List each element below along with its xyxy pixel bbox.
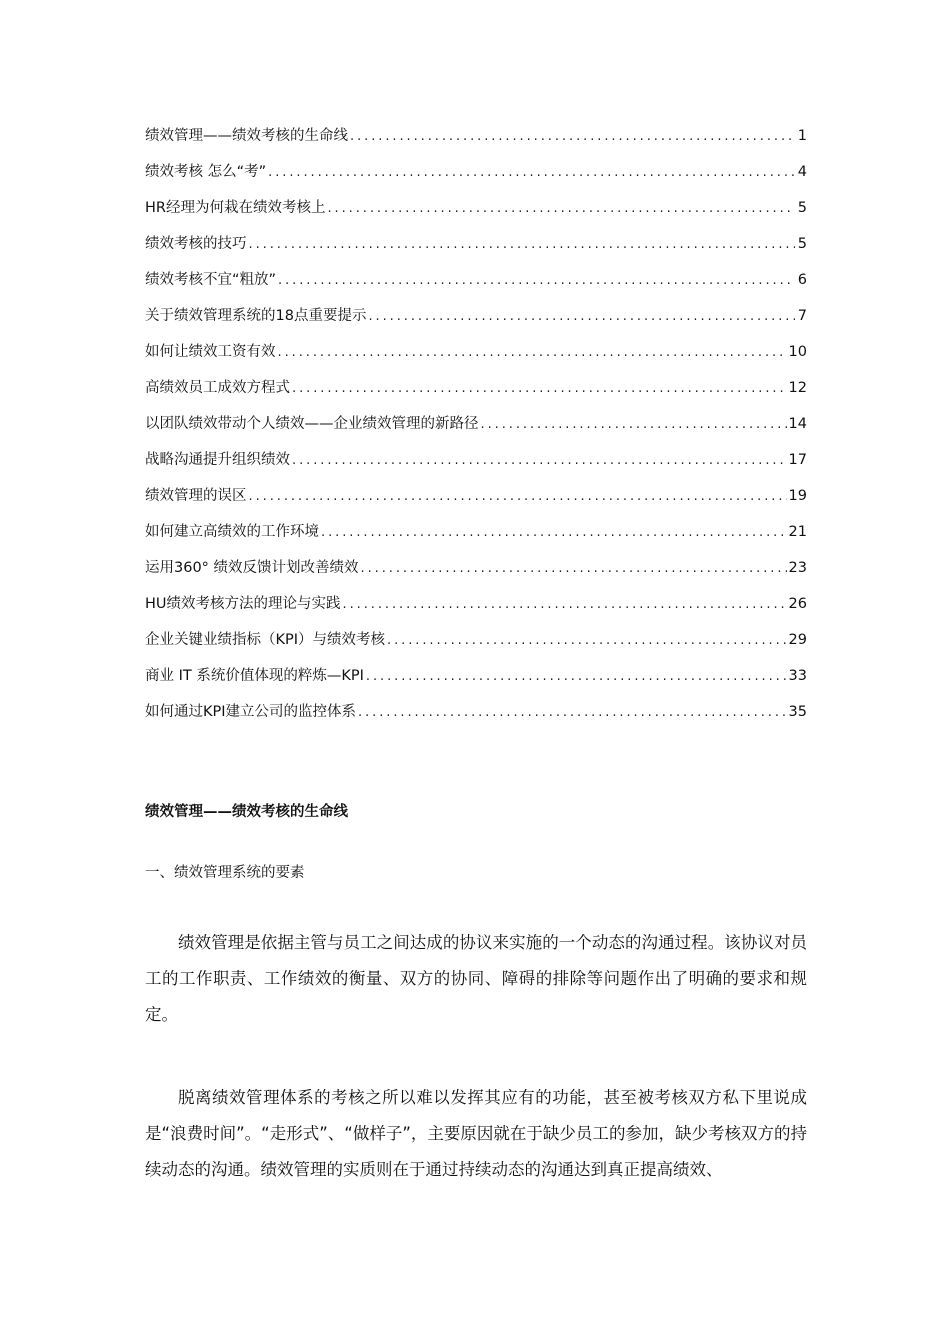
- toc-entry-page: 17: [788, 452, 807, 468]
- toc-entry[interactable]: [145, 698, 807, 734]
- toc-entry[interactable]: [145, 590, 807, 626]
- toc-entry-title: 如何通过KPI建立公司的监控体系: [145, 704, 357, 720]
- toc-entry-page: 33: [788, 668, 807, 684]
- toc-leader-dots: [481, 411, 787, 439]
- toc-entry[interactable]: [145, 338, 807, 374]
- toc-entry-title: 绩效考核不宜“粗放”: [145, 272, 277, 288]
- toc-entry-title: 高绩效员工成效方程式: [145, 380, 290, 396]
- toc-entry-title: 绩效考核的技巧: [145, 236, 247, 252]
- toc-entry[interactable]: [145, 230, 807, 266]
- toc-leader-dots: [292, 447, 787, 475]
- toc-entry-page: 5: [797, 200, 807, 216]
- toc-leader-dots: [249, 231, 796, 259]
- toc-entry[interactable]: [145, 122, 807, 158]
- toc-entry-page: 4: [797, 164, 807, 180]
- toc-entry-title: HR经理为何栽在绩效考核上: [145, 200, 326, 216]
- section-heading: 一、绩效管理系统的要素: [145, 865, 305, 881]
- toc-leader-dots: [278, 267, 795, 295]
- toc-entry-title: 以团队绩效带动个人绩效——企业绩效管理的新路径: [145, 416, 479, 432]
- body-paragraph: 绩效管理是依据主管与员工之间达成的协议来实施的一个动态的沟通过程。该协议对员工的工作职责、工作绩效的衡量、双方的协同、障碍的排除等问题作出了明确的要求和规定。: [145, 933, 807, 1024]
- toc-entry[interactable]: [145, 662, 807, 698]
- toc-entry[interactable]: [145, 266, 807, 302]
- toc-entry-page: 35: [788, 704, 807, 720]
- toc-leader-dots: [292, 375, 787, 403]
- toc-entry-title: 关于绩效管理系统的18点重要提示: [145, 308, 367, 324]
- toc-entry-page: 10: [788, 344, 807, 360]
- toc-leader-dots: [350, 123, 795, 151]
- toc-leader-dots: [249, 483, 787, 511]
- toc-entry[interactable]: [145, 194, 807, 230]
- toc-entry-page: 6: [797, 272, 807, 288]
- toc-entry-title: 企业关键业绩指标（KPI）与绩效考核: [145, 632, 386, 648]
- toc-leader-dots: [268, 159, 795, 187]
- toc-entry-page: 23: [788, 560, 807, 576]
- toc-entry[interactable]: [145, 302, 807, 338]
- toc-entry-page: 19: [788, 488, 807, 504]
- toc-entry-title: 如何让绩效工资有效: [145, 344, 276, 360]
- toc-entry-page: 7: [797, 308, 807, 324]
- toc-leader-dots: [387, 627, 787, 655]
- toc-entry-page: 12: [788, 380, 807, 396]
- toc-entry-title: 战略沟通提升组织绩效: [145, 452, 290, 468]
- toc-leader-dots: [361, 555, 787, 583]
- toc-entry[interactable]: [145, 482, 807, 518]
- toc-entry-title: 绩效管理的误区: [145, 488, 247, 504]
- toc-entry-title: 绩效考核 怎么“考”: [145, 164, 267, 180]
- toc-leader-dots: [278, 339, 787, 367]
- toc-entry[interactable]: [145, 626, 807, 662]
- toc-entry[interactable]: [145, 518, 807, 554]
- toc-entry-title: 如何建立高绩效的工作环境: [145, 524, 319, 540]
- toc-leader-dots: [358, 699, 787, 727]
- toc-leader-dots: [366, 663, 787, 691]
- toc-leader-dots: [327, 195, 795, 223]
- toc-entry[interactable]: [145, 554, 807, 590]
- article-title: 绩效管理——绩效考核的生命线: [145, 804, 348, 820]
- table-of-contents: [145, 122, 807, 734]
- toc-entry-title: 运用360° 绩效反馈计划改善绩效: [145, 560, 359, 576]
- body-paragraph: 脱离绩效管理体系的考核之所以难以发挥其应有的功能，甚至被考核双方私下里说成是“浪费时间”。“走形式”、“做样子”，主要原因就在于缺少员工的参加，缺少考核双方的持续动态的沟通。绩效管理的实质则在于通过持续动态的沟通达到真正提高绩效、: [145, 1088, 807, 1179]
- toc-entry[interactable]: [145, 446, 807, 482]
- toc-entry[interactable]: [145, 158, 807, 194]
- toc-leader-dots: [368, 303, 795, 331]
- toc-leader-dots: [321, 519, 787, 547]
- toc-entry-page: 14: [788, 416, 807, 432]
- toc-entry-page: 21: [788, 524, 807, 540]
- toc-entry-page: 26: [788, 596, 807, 612]
- toc-entry[interactable]: [145, 410, 807, 446]
- toc-entry-title: 商业 IT 系统价值体现的粹炼—KPI: [145, 668, 364, 684]
- toc-entry-title: HU绩效考核方法的理论与实践: [145, 596, 341, 612]
- toc-entry-page: 5: [797, 236, 807, 252]
- toc-entry-page: 29: [788, 632, 807, 648]
- toc-entry-title: 绩效管理——绩效考核的生命线: [145, 128, 348, 144]
- toc-entry-page: 1: [797, 128, 807, 144]
- toc-leader-dots: [343, 591, 787, 619]
- toc-entry[interactable]: [145, 374, 807, 410]
